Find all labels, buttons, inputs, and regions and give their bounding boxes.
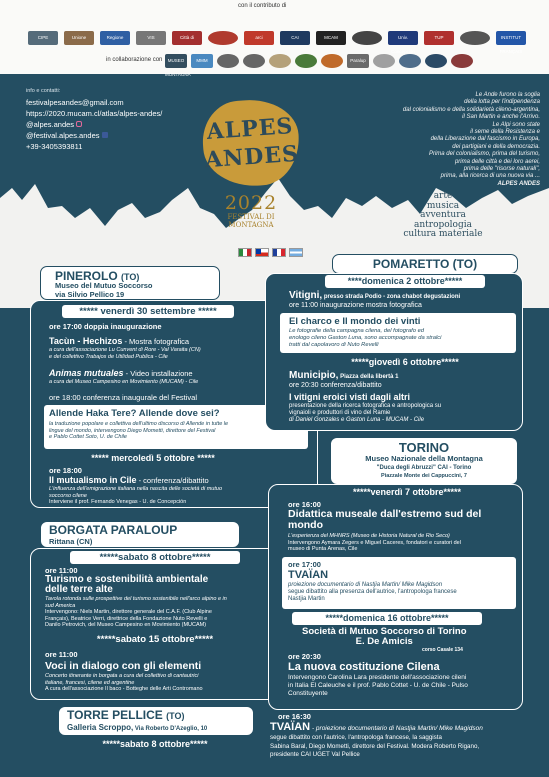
- quote-line: il seme della Resistenza e: [470, 129, 540, 136]
- small-logo-8: [425, 54, 447, 68]
- circle-logo-1: [208, 31, 238, 45]
- sponsor-strip: [0, 0, 549, 77]
- museo-montagna-logo: MUSEO MONTAGNA: [165, 54, 187, 68]
- alpes-andes-logo: ALPES ANDES: [200, 97, 302, 189]
- quote-line: prima delle città e dei loro aerei,: [454, 158, 540, 165]
- vis-logo: VIS: [136, 31, 166, 45]
- mmm-logo: MMM: [191, 54, 213, 68]
- torino-date-2: *****domenica 16 ottobre*****: [292, 612, 482, 625]
- torino-event-3-title: La nuova costituzione Cilena: [288, 661, 440, 673]
- torrepellice-date: *****sabato 8 ottobre*****: [102, 739, 208, 749]
- pinerolo-event-2: Tacùn - Hechizos - Mostra fotografica: [49, 336, 190, 346]
- paraloup-header: BORGATA PARALOUP Rittana (CN): [40, 521, 240, 548]
- arts-item: musica: [426, 200, 460, 211]
- pinerolo-event-6-time: ore 18:00: [49, 466, 82, 475]
- pomaretto-header: POMARETTO (TO): [332, 254, 518, 274]
- contact-label: info e contatti:: [26, 88, 61, 94]
- flags: [238, 248, 303, 257]
- chile-flag-icon: [255, 248, 269, 257]
- arts-list: [393, 192, 493, 240]
- contact-info: [26, 86, 162, 152]
- torino-event-3-venue: Società di Mutuo Soccorso di Torino E. De Amicis: [302, 626, 467, 647]
- contact-url[interactable]: https://2020.mucam.cl/atlas/alpes-andes/: [26, 109, 163, 118]
- paraloup-event-2: Voci in dialogo con gli elementi: [45, 660, 202, 672]
- arts-item: cultura materiale: [403, 229, 483, 239]
- small-logo-3: [269, 54, 291, 68]
- quote-line: Le Alpi sono state: [492, 121, 540, 128]
- italy-flag-icon: [238, 248, 252, 257]
- pinerolo-event-4: ore 18:00 conferenza inaugurale del Festival: [49, 393, 198, 402]
- quote-line: della lotta per l'indipendenza: [464, 99, 540, 106]
- argentina-flag-icon: [289, 248, 303, 257]
- quote-line: Prima del colonialismo, prima del turismo,: [428, 151, 540, 158]
- tvaian-title: TVAÏAN: [288, 569, 329, 581]
- small-logo-7: [399, 54, 421, 68]
- el-charco-title: El charco e Il mondo dei vinti: [289, 316, 421, 327]
- torrepellice-header: TORRE PELLICE (TO) Galleria Scroppo, Via Roberto D'Azeglio, 10: [58, 706, 254, 736]
- tvaian-desc: proiezione documentario di Nastjia Martin/ Mike Magidson segue dibattito alla presenza dell'autrice, l'antropologa francese Nastjia Martin: [288, 582, 457, 602]
- small-logo-2: [243, 54, 265, 68]
- festival-year: 2022: [224, 192, 278, 214]
- pinerolo-event-1: ore 17:00 doppia inaugurazione: [49, 322, 162, 331]
- instagram-icon: [76, 121, 82, 127]
- small-logo-9: [451, 54, 473, 68]
- pomaretto-event-3-time: ore 20:30 conferenza/dibattito: [289, 382, 382, 389]
- quote-line: prima delle "risorse naturali",: [463, 166, 540, 173]
- circle-logo-2: [352, 31, 382, 45]
- regione-logo: Regione: [100, 31, 130, 45]
- pomaretto-event-3-title: I vitigni eroici visti dagli altri: [289, 392, 411, 402]
- quote-line: ALPES ANDES: [497, 180, 540, 187]
- paraloup-event-1: Turismo e sostenibilità ambientale delle terre alte: [45, 574, 209, 595]
- small-logo-5: [321, 54, 343, 68]
- contact-instagram[interactable]: @alpes.andes: [26, 119, 162, 130]
- torrepellice-event-time: ore 16:30: [278, 712, 311, 721]
- institut-francais-logo: INSTITUT FRANÇAIS: [496, 31, 526, 45]
- torino-event-1: Didattica museale dall'estremo sud del mondo: [288, 508, 482, 531]
- circle-logo-3: [460, 31, 490, 45]
- cipe-logo: CIPE: [28, 31, 58, 45]
- small-logo-1: [217, 54, 239, 68]
- arts-item: antropologia: [414, 219, 472, 230]
- mucam-logo: MCAM: [316, 31, 346, 45]
- torino-date-1: *****venerdì 7 ottobre*****: [352, 487, 462, 497]
- pinerolo-date-2: ***** mercoledì 5 ottobre *****: [91, 453, 215, 463]
- pinerolo-event-3-desc: a cura del Museo Campesino en Movimiento (MUCAM) - Cile: [49, 379, 199, 385]
- festival-subtitle: FESTIVAL DI MONTAGNA: [227, 213, 275, 229]
- allende-title: Allende Haka Tere? Allende dove sei?: [49, 408, 220, 419]
- arts-item: arte: [433, 191, 453, 201]
- pinerolo-event-3: Animas mutuales - Video installazione: [49, 368, 193, 378]
- quote-line: Le Ande furono la soglia: [475, 92, 540, 98]
- pomaretto-event-1-time: ore 11:00 inaugurazione mostra fotografica: [289, 302, 422, 309]
- paraloup-event-2-desc: Concerto itinerante in borgata a cura del collettivo di cantautrici italiane, francesi, cilene ed argentine A cura dell'associazione Il baco - Botteghe delle Arti Contromano: [45, 673, 203, 692]
- torino-header: TORINO Museo Nazionale della Montagna "Duca degli Abruzzi" CAI - Torino Piazzale Monte dei Cappuccini, 7: [330, 437, 518, 485]
- pinerolo-logo: Città di Pinerolo: [172, 31, 202, 45]
- arci-logo: arci: [244, 31, 274, 45]
- unione-montana-logo: Unione: [64, 31, 94, 45]
- pinerolo-header: PINEROLO (TO) Museo del Mutuo Soccorso via Silvio Pellico 19: [40, 266, 220, 300]
- france-flag-icon: [272, 248, 286, 257]
- tvaian-time: ore 17:00: [288, 560, 321, 569]
- pinerolo-event-6: Il mutualismo in Cile - conferenza/dibattito: [49, 475, 209, 485]
- paraloup-event-2-time: ore 11:00: [45, 650, 78, 659]
- small-logo-4: [295, 54, 317, 68]
- facebook-icon: [102, 132, 108, 138]
- quote-line: il San Martin e anche l'Arrivo.: [462, 114, 540, 121]
- allende-desc: la traduzione popolare e collettiva dell'ultimo discorso di Allende in tutte le lingue del mondo, intervengono Diego Mometti, direttore del Festival e Pablo Cottet Soto, U. de Chile: [49, 421, 229, 440]
- torino-event-3-desc: Intervengono Carolina Lara presidente dell'associazione cileni in Italia El Caleuche e il prof. Pablo Cottet - U. de Chile - Pulso Constituyente: [288, 674, 468, 697]
- tup-logo: TUP: [424, 31, 454, 45]
- torrepellice-event: TVAÏAN - proiezione documentario di Nastjia Martin/ Mike Magidson: [270, 721, 483, 733]
- quote-line: dal colonialismo e della solidarietà cileno-argentina,: [402, 106, 540, 113]
- sponsor-caption-mid: in collaborazione con: [106, 57, 163, 63]
- pinerolo-event-6-desc: L'influenza dell'emigrazione italiana nella nascita delle società di mutuo soccorso cilene Interviene il prof. Fernando Venegas - U. de Concepción: [49, 486, 223, 505]
- torino-event-3-time: ore 20:30: [288, 652, 321, 661]
- torino-event-3-address: corso Casale 134: [422, 647, 463, 653]
- pomaretto-date-2: *****giovedì 6 ottobre*****: [351, 357, 459, 367]
- pinerolo-event-2-desc: a cura dell'associazione Lu Cunvent di Rore - Val Varaita (CN) e del collettivo Trabajos de Utilidad Publica - Cile: [49, 347, 201, 360]
- contact-facebook[interactable]: @festival.alpes.andes: [26, 130, 162, 141]
- torino-event-1-desc: L'esperienza del MHNRS (Museo de Historia Natural de Rio Seco) Intervengono Aymara Zegers e Miguel Caceres, fondatori e curatori del museo di Punta Arenas, Cile: [288, 533, 461, 552]
- paralup-logo: Paralup: [347, 54, 369, 68]
- pomaretto-date-1: ****domenica 2 ottobre*****: [325, 275, 485, 288]
- torrepellice-event-desc: segue dibattito con l'autrice, l'antropologa francese, la saggista Sabina Baral, Diego Mometti, direttore del Festival. Modera Roberto Rigano, presidente CAI UGET Val Pellice: [270, 734, 480, 758]
- quote-line: della Liberazione dal fascismo in Europa,: [430, 136, 540, 143]
- arts-item: avventura: [420, 210, 466, 220]
- cai-logo: CAI: [280, 31, 310, 45]
- small-logo-6: [373, 54, 395, 68]
- contact-email[interactable]: festivalpesandes@gmail.com: [26, 98, 124, 107]
- sponsor-caption-top: con il contributo di: [238, 3, 287, 9]
- quote-line: prima, alla ricerca di una nuova via ...: [440, 173, 540, 180]
- pinerolo-date-1: ***** venerdì 30 settembre *****: [62, 305, 234, 318]
- paraloup-date-2: *****sabato 15 ottobre*****: [96, 634, 214, 645]
- pomaretto-event-1: Vitigni, presso strada Podio - zona chabot degustazioni: [289, 290, 461, 301]
- quote-line: dei partigiani e della democrazia.: [452, 143, 540, 150]
- paraloup-event-1-desc: Tavola rotonda sulle prospettive del turismo sostenibile nell'arco alpino e in sud America Intervengono: Niels Martin, direttore generale del C.A.F. (Club Alpine Français), Beatrice Verri, direttrice della Fondazione Nuto Revelli e Danilo Petrovich, del Museo Campesino en Movimiento (MUCAM): [45, 596, 227, 628]
- pomaretto-event-3-desc: presentazione della ricerca fotografica e antropologica su vignaioli e produttori di vino del Ramie di Daniel Gonzales e Gaston Luna - MUCAM - Cile: [289, 403, 442, 423]
- contact-phone: +39-3405393811: [26, 142, 83, 151]
- paraloup-event-1-time: ore 11:00: [45, 566, 78, 575]
- paraloup-date-1: *****sabato 8 ottobre*****: [70, 551, 240, 564]
- el-charco-desc: Le fotografie della campagna cilena, del fotografo ed enologo cileno Gaston Luna, sono accompagnate da stralci tratti dal capolavoro di Nuto Revelli: [289, 328, 442, 348]
- concepcion-logo: Univ. Concepción: [388, 31, 418, 45]
- pomaretto-event-3: Municipio, Piazza della libertà 1: [289, 370, 399, 381]
- torino-event-1-time: ore 16:00: [288, 500, 321, 509]
- manifesto-quote: [340, 92, 540, 188]
